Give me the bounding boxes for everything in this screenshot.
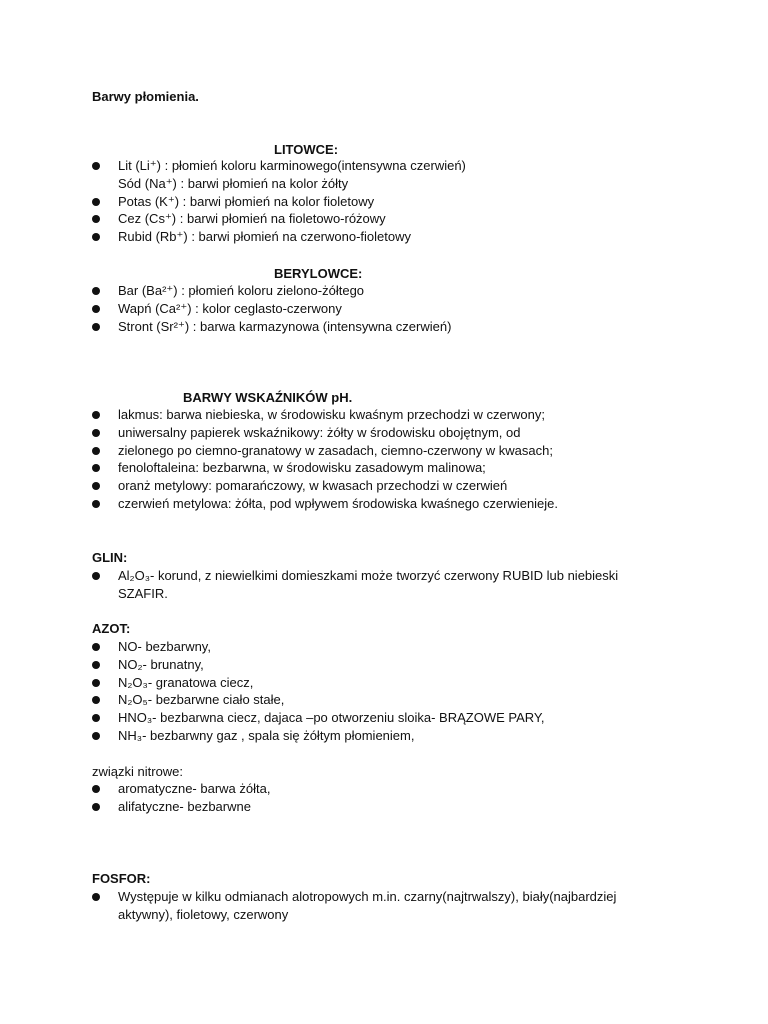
- bullet-icon: [92, 893, 100, 901]
- bullet-icon: [92, 198, 100, 206]
- bullet-icon: [92, 287, 100, 295]
- section-heading-azot: AZOT:: [92, 621, 131, 636]
- bullet-icon: [92, 732, 100, 740]
- list-item: Sód (Na⁺) : barwi płomień na kolor żółty: [118, 175, 349, 191]
- bullet-icon: [92, 643, 100, 651]
- bullet-icon: [92, 572, 100, 580]
- list-item: Bar (Ba²⁺) : płomień koloru zielono-żółtego: [92, 282, 692, 300]
- list-nitrowe: [92, 780, 692, 816]
- list-item: NO₂- brunatny,: [92, 656, 692, 674]
- bullet-icon: [92, 305, 100, 313]
- list-fosfor: [92, 888, 712, 924]
- section-heading-fosfor: FOSFOR:: [92, 871, 151, 886]
- list-wskazniki: [92, 406, 692, 513]
- list-item: zielonego po ciemno-granatowy w zasadach, ciemno-czerwony w kwasach;: [92, 442, 692, 460]
- list-item: N₂O₃- granatowa ciecz,: [92, 674, 692, 692]
- section-heading-berylowce: BERYLOWCE:: [274, 266, 363, 281]
- list-item: lakmus: barwa niebieska, w środowisku kwaśnym przechodzi w czerwony;: [92, 406, 692, 424]
- bullet-icon: [92, 233, 100, 241]
- bullet-icon: [92, 785, 100, 793]
- list-azot: [92, 638, 692, 745]
- list-item: Cez (Cs⁺) : barwi płomień na fioletowo-różowy: [92, 210, 692, 228]
- section-heading-glin: GLIN:: [92, 550, 128, 565]
- list-glin: [92, 567, 712, 603]
- bullet-icon: [92, 661, 100, 669]
- bullet-icon: [92, 429, 100, 437]
- list-item: NH₃- bezbarwny gaz , spala się żółtym płomieniem,: [92, 727, 692, 745]
- list-item: Rubid (Rb⁺) : barwi płomień na czerwono-fioletowy: [92, 228, 692, 246]
- bullet-icon: [92, 447, 100, 455]
- list-item: Stront (Sr²⁺) : barwa karmazynowa (intensywna czerwień): [92, 318, 692, 336]
- list-item: oranż metylowy: pomarańczowy, w kwasach przechodzi w czerwień: [92, 477, 692, 495]
- bullet-icon: [92, 162, 100, 170]
- list-item: uniwersalny papierek wskaźnikowy: żółty w środowisku obojętnym, od: [92, 424, 692, 442]
- bullet-icon: [92, 500, 100, 508]
- bullet-icon: [92, 714, 100, 722]
- list-item: Potas (K⁺) : barwi płomień na kolor fioletowy: [92, 193, 692, 211]
- list-item: N₂O₅- bezbarwne ciało stałe,: [92, 691, 692, 709]
- bullet-icon: [92, 696, 100, 704]
- bullet-icon: [92, 323, 100, 331]
- bullet-icon: [92, 464, 100, 472]
- list-berylowce: [92, 282, 692, 335]
- list-item: NO- bezbarwny,: [92, 638, 692, 656]
- section-heading-nitrowe: związki nitrowe:: [92, 764, 184, 779]
- list-item: fenoloftaleina: bezbarwna, w środowisku zasadowym malinowa;: [92, 459, 692, 477]
- section-heading-wskazniki: BARWY WSKAŹNIKÓW pH.: [183, 390, 353, 405]
- list-item: HNO₃- bezbarwna ciecz, dajaca –po otworzeniu sloika- BRĄZOWE PARY,: [92, 709, 692, 727]
- list-litowce: [92, 157, 692, 246]
- list-item: czerwień metylowa: żółta, pod wpływem środowiska kwaśnego czerwienieje.: [92, 495, 692, 513]
- list-item: Występuje w kilku odmianach alotropowych m.in. czarny(najtrwalszy), biały(najbardziej aktywny), fioletowy, czerwony: [92, 888, 712, 924]
- bullet-icon: [92, 803, 100, 811]
- document-title: Barwy płomienia.: [92, 89, 199, 104]
- bullet-icon: [92, 411, 100, 419]
- list-item: Al₂O₃- korund, z niewielkimi domieszkami może tworzyć czerwony RUBID lub niebieski SZAFIR.: [92, 567, 712, 603]
- list-item: alifatyczne- bezbarwne: [92, 798, 692, 816]
- list-item: Lit (Li⁺) : płomień koloru karminowego(intensywna czerwień): [92, 157, 692, 175]
- section-heading-litowce: LITOWCE:: [274, 142, 339, 157]
- list-item: aromatyczne- barwa żółta,: [92, 780, 692, 798]
- bullet-icon: [92, 482, 100, 490]
- bullet-icon: [92, 215, 100, 223]
- list-item: Wapń (Ca²⁺) : kolor ceglasto-czerwony: [92, 300, 692, 318]
- bullet-icon: [92, 679, 100, 687]
